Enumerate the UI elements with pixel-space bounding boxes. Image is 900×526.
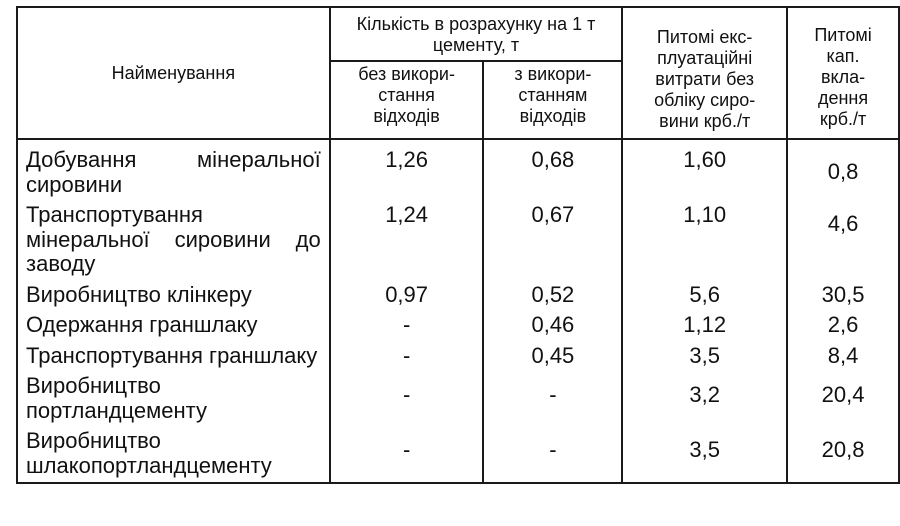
table-row <box>17 200 899 280</box>
header-capital-investments: Питомі кап. вкла-дення крб./т <box>787 7 899 139</box>
row-name: Виробництво портландцементу <box>17 371 330 426</box>
row-capital: 2,6 <box>787 310 899 341</box>
row-name: Одержання граншлаку <box>17 310 330 341</box>
row-operating-costs: 3,5 <box>622 341 787 372</box>
header-with-waste: з викори-станням відходів <box>483 61 622 139</box>
header-quantity-group: Кількість в розрахунку на 1 т цементу, т <box>330 7 623 61</box>
row-operating-costs: 5,6 <box>622 280 787 311</box>
table-row <box>17 139 899 200</box>
row-operating-costs: 3,2 <box>622 371 787 426</box>
row-with-waste: 0,68 <box>483 139 622 200</box>
table-row <box>17 426 899 483</box>
row-capital: 20,4 <box>787 371 899 426</box>
row-without-waste: - <box>330 310 484 341</box>
table-row <box>17 371 899 426</box>
table-body <box>17 139 899 483</box>
row-capital: 8,4 <box>787 341 899 372</box>
row-with-waste: 0,45 <box>483 341 622 372</box>
row-capital: 20,8 <box>787 426 899 483</box>
row-operating-costs: 3,5 <box>622 426 787 483</box>
row-capital: 4,6 <box>787 200 899 280</box>
table-row <box>17 280 899 311</box>
row-without-waste: - <box>330 371 484 426</box>
data-table-container <box>16 6 900 484</box>
row-name: Транспортування мінеральної сировини до заводу <box>17 200 330 280</box>
row-operating-costs: 1,12 <box>622 310 787 341</box>
row-with-waste: 0,52 <box>483 280 622 311</box>
row-with-waste: 0,67 <box>483 200 622 280</box>
row-name: Виробництво клінкеру <box>17 280 330 311</box>
row-operating-costs: 1,10 <box>622 200 787 280</box>
row-with-waste: - <box>483 426 622 483</box>
cement-costs-table <box>16 6 900 484</box>
row-name: Добування мінеральної сировини <box>17 139 330 200</box>
header-without-waste: без викори-стання відходів <box>330 61 484 139</box>
header-operating-costs: Питомі екс-плуатаційні витрати без обліку сиро-вини крб./т <box>622 7 787 139</box>
table-row <box>17 310 899 341</box>
row-with-waste: 0,46 <box>483 310 622 341</box>
header-name: Найменування <box>17 7 330 139</box>
row-capital: 0,8 <box>787 139 899 200</box>
row-without-waste: - <box>330 426 484 483</box>
row-without-waste: 1,24 <box>330 200 484 280</box>
row-without-waste: 1,26 <box>330 139 484 200</box>
row-without-waste: 0,97 <box>330 280 484 311</box>
table-row <box>17 341 899 372</box>
row-operating-costs: 1,60 <box>622 139 787 200</box>
row-capital: 30,5 <box>787 280 899 311</box>
row-name: Виробництво шлакопортландцементу <box>17 426 330 483</box>
row-with-waste: - <box>483 371 622 426</box>
row-name: Транспортування граншлаку <box>17 341 330 372</box>
row-without-waste: - <box>330 341 484 372</box>
table-header <box>17 7 899 139</box>
